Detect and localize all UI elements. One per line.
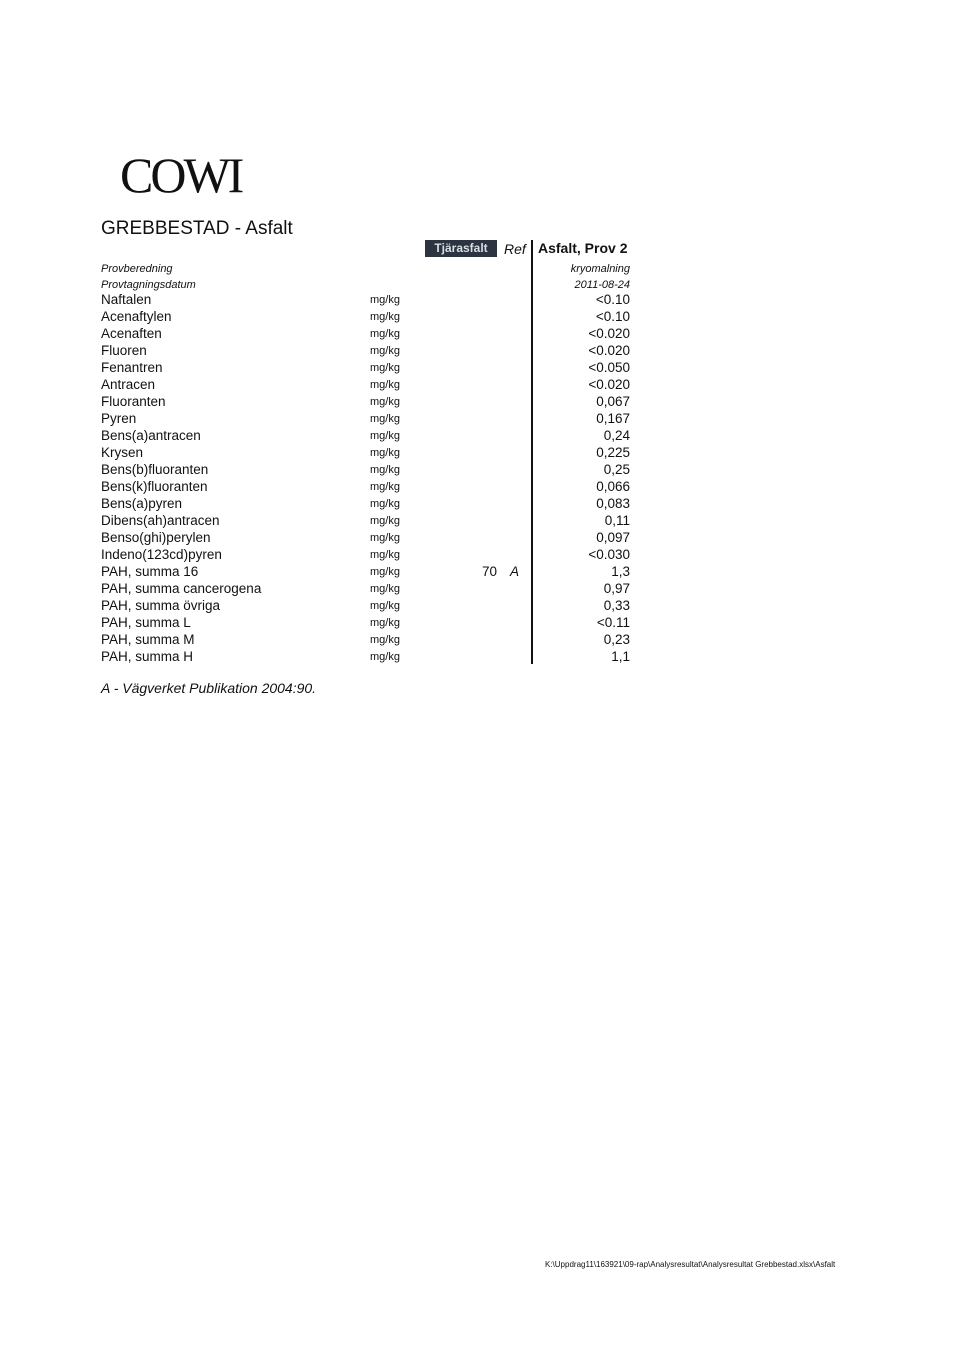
row-name: PAH, summa cancerogena: [101, 581, 262, 596]
meta-label-provtagningsdatum: Provtagningsdatum: [101, 279, 196, 291]
row-value: 0,11: [604, 513, 630, 528]
row-unit: mg/kg: [370, 345, 400, 357]
table-row: [0, 377, 960, 394]
row-value: 0,067: [596, 394, 630, 409]
column-header-sample: Asfalt, Prov 2: [538, 240, 628, 256]
row-unit: mg/kg: [370, 566, 400, 578]
document-title: GREBBESTAD - Asfalt: [101, 218, 293, 239]
row-name: Bens(a)pyren: [101, 496, 183, 511]
meta-label-provberedning: Provberedning: [101, 263, 173, 275]
table-row: [0, 513, 960, 530]
row-unit: mg/kg: [370, 413, 400, 425]
row-name: Pyren: [101, 411, 137, 426]
row-value: 1,1: [611, 649, 630, 664]
row-unit: mg/kg: [370, 311, 400, 323]
table-row: [0, 394, 960, 411]
row-value: 0,24: [603, 428, 630, 443]
row-name: Dibens(ah)antracen: [101, 513, 220, 528]
row-unit: mg/kg: [370, 651, 400, 663]
row-unit: mg/kg: [370, 498, 400, 510]
row-value: <0.030: [588, 547, 630, 562]
row-unit: mg/kg: [370, 328, 400, 340]
table-row: [0, 649, 960, 666]
table-row: [0, 360, 960, 377]
row-unit: mg/kg: [370, 583, 400, 595]
row-unit: mg/kg: [370, 294, 400, 306]
file-path: K:\Uppdrag11\163921\09-rap\Analysresultat\Analysresultat Grebbestad.xlsx\Asfalt: [545, 1260, 836, 1269]
row-name: Bens(a)antracen: [101, 428, 201, 443]
row-name: PAH, summa M: [101, 632, 195, 647]
row-unit: mg/kg: [370, 447, 400, 459]
table-row: [0, 581, 960, 598]
row-unit: mg/kg: [370, 600, 400, 612]
row-name: Antracen: [101, 377, 156, 392]
row-unit: mg/kg: [370, 617, 400, 629]
column-tag-tjarasfalt: Tjärasfalt: [425, 240, 497, 257]
row-name: PAH, summa H: [101, 649, 194, 664]
table-row: [0, 411, 960, 428]
row-name: Bens(b)fluoranten: [101, 462, 209, 477]
row-value: 0,066: [596, 479, 630, 494]
row-value: <0.10: [595, 292, 630, 307]
column-header-ref: Ref: [504, 241, 526, 257]
row-name: PAH, summa 16: [101, 564, 199, 579]
table-row: [0, 445, 960, 462]
row-value: 0,083: [596, 496, 630, 511]
row-unit: mg/kg: [370, 379, 400, 391]
row-name: Indeno(123cd)pyren: [101, 547, 222, 562]
meta-value-provberedning: kryomalning: [570, 263, 630, 275]
row-value: <0.020: [588, 326, 630, 341]
row-value: 0,33: [603, 598, 630, 613]
table-row: [0, 547, 960, 564]
table-row: [0, 462, 960, 479]
row-name: Krysen: [101, 445, 144, 460]
row-value: 0,97: [603, 581, 630, 596]
row-unit: mg/kg: [370, 549, 400, 561]
row-ref-code: A: [510, 564, 520, 579]
row-value: 0,225: [596, 445, 630, 460]
row-ref-value: 70: [482, 564, 498, 579]
table-row: [0, 309, 960, 326]
row-value: 0,097: [596, 530, 630, 545]
row-value: <0.10: [595, 309, 630, 324]
row-name: Fluoranten: [101, 394, 166, 409]
row-name: Benso(ghi)perylen: [101, 530, 211, 545]
row-value: <0.020: [588, 343, 630, 358]
row-name: Fenantren: [101, 360, 163, 375]
results-table: [0, 292, 960, 666]
table-row: [0, 343, 960, 360]
table-row: [0, 326, 960, 343]
row-unit: mg/kg: [370, 362, 400, 374]
row-name: Fluoren: [101, 343, 147, 358]
row-unit: mg/kg: [370, 464, 400, 476]
table-row: [0, 530, 960, 547]
row-unit: mg/kg: [370, 430, 400, 442]
row-name: Bens(k)fluoranten: [101, 479, 208, 494]
row-name: Acenaften: [101, 326, 162, 341]
row-value: <0.020: [588, 377, 630, 392]
row-unit: mg/kg: [370, 481, 400, 493]
row-value: 0,25: [603, 462, 630, 477]
table-row: [0, 496, 960, 513]
row-value: <0.11: [596, 615, 630, 630]
row-unit: mg/kg: [370, 515, 400, 527]
row-value: 0,167: [596, 411, 630, 426]
table-row: [0, 564, 960, 581]
row-name: Naftalen: [101, 292, 152, 307]
table-row: [0, 479, 960, 496]
row-name: PAH, summa övriga: [101, 598, 221, 613]
company-logo: COWI: [120, 147, 242, 203]
table-row: [0, 615, 960, 632]
table-row: [0, 632, 960, 649]
row-unit: mg/kg: [370, 532, 400, 544]
footnote: A - Vägverket Publikation 2004:90.: [101, 680, 317, 696]
row-name: Acenaftylen: [101, 309, 172, 324]
table-row: [0, 598, 960, 615]
meta-value-provtagningsdatum: 2011-08-24: [574, 279, 630, 291]
table-row: [0, 292, 960, 309]
row-unit: mg/kg: [370, 634, 400, 646]
row-value: 0,23: [603, 632, 630, 647]
row-name: PAH, summa L: [101, 615, 191, 630]
row-value: 1,3: [611, 564, 630, 579]
row-value: <0.050: [588, 360, 630, 375]
row-unit: mg/kg: [370, 396, 400, 408]
table-row: [0, 428, 960, 445]
